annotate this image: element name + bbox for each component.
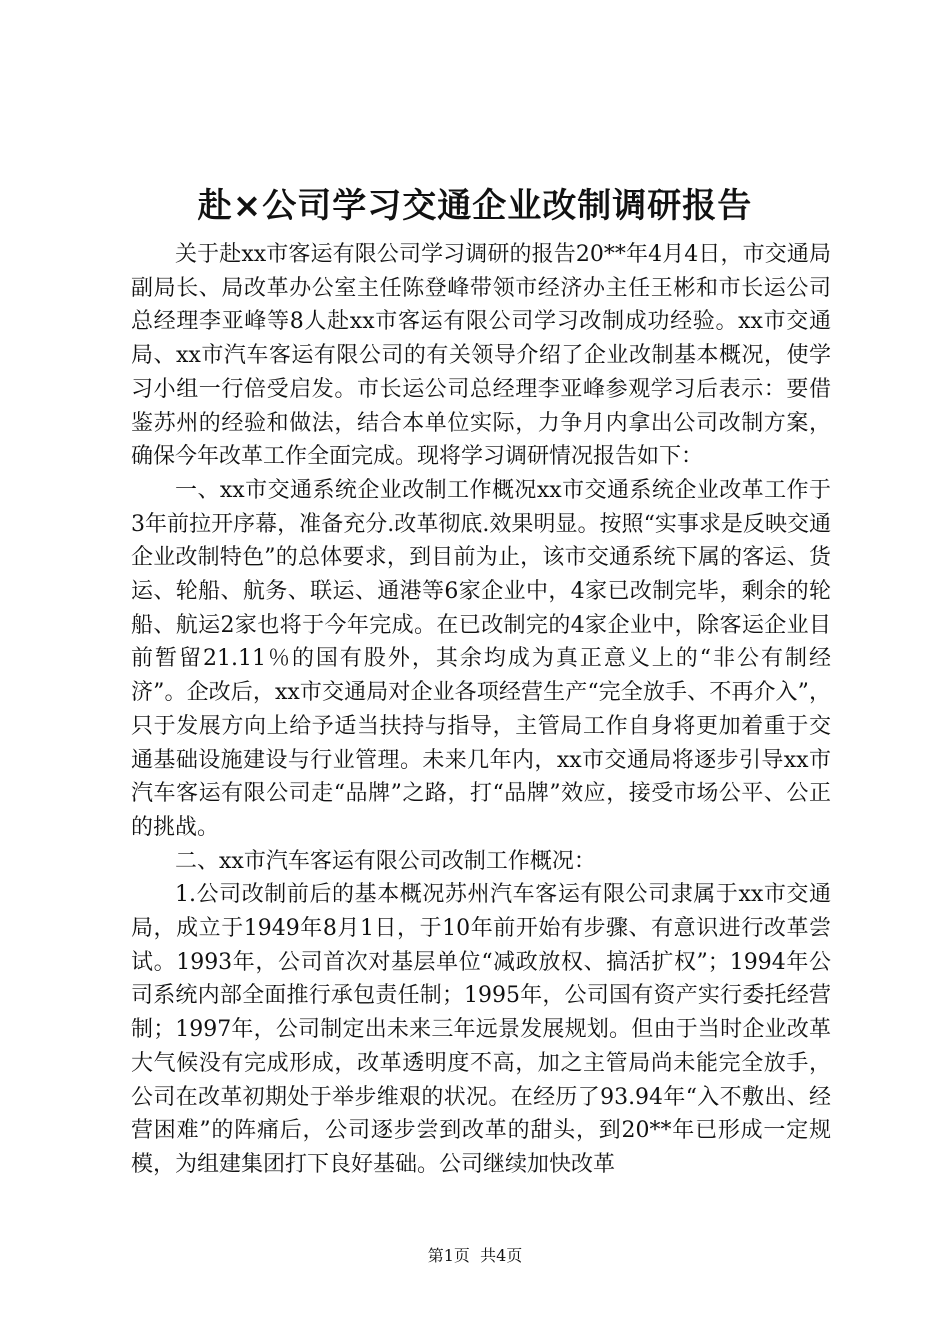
document-body: [131, 238, 831, 1182]
page-footer: [0, 1245, 950, 1267]
page-total: 共4页: [480, 1246, 523, 1265]
document-title: 赴×公司学习交通企业改制调研报告: [197, 186, 753, 226]
page-number: 第1页: [427, 1246, 470, 1265]
footer-separator: [470, 1246, 480, 1265]
paragraph-section-2-heading: 二、xx市汽车客运有限公司改制工作概况：: [175, 848, 596, 874]
paragraph-section-1: 一、xx市交通系统企业改制工作概况xx市交通系统企业改革工作于3年前拉开序幕，准备充分.改革彻底.效果明显。按照“实事求是反映交通企业改制特色”的总体要求，到目前为止，该市交通系统下属的客运、货运、轮船、航务、联运、通港等6家企业中，4家已改制完毕，剩余的轮船、航运2家也将于今年完成。在已改制完的4家企业中，除客运企业目前暂留21.11％的国有股外，其余均成为真正意义上的“非公有制经济”。企改后，xx市交通局对企业各项经营生产“完全放手、不再介入”，只于发展方向上给予适当扶持与指导，主管局工作自身将更加着重于交通基础设施建设与行业管理。未来几年内，xx市交通局将逐步引导xx市汽车客运有限公司走“品牌”之路，打“品牌”效应，接受市场公平、公正的挑战。: [131, 477, 831, 840]
paragraph-intro: 关于赴xx市客运有限公司学习调研的报告20**年4月4日，市交通局副局长、局改革办公室主任陈登峰带领市经济办主任王彬和市长运公司总经理李亚峰等8人赴xx市客运有限公司学习改制成功经验。xx市交通局、xx市汽车客运有限公司的有关领导介绍了企业改制基本概况，使学习小组一行倍受启发。市长运公司总经理李亚峰参观学习后表示：要借鉴苏州的经验和做法，结合本单位实际，力争月内拿出公司改制方案，确保今年改革工作全面完成。现将学习调研情况报告如下：: [131, 242, 831, 470]
paragraph-section-2-1: 1.公司改制前后的基本概况苏州汽车客运有限公司隶属于xx市交通局，成立于1949年8月1日，于10年前开始有步骤、有意识进行改革尝试。1993年，公司首次对基层单位“减政放权、搞活扩权”；1994年公司系统内部全面推行承包责任制；1995年，公司国有资产实行委托经营制；1997年，公司制定出未来三年远景发展规划。但由于当时企业改革大气候没有完成形成，改革透明度不高，加之主管局尚未能完全放手，公司在改革初期处于举步维艰的状况。在经历了93.94年“入不敷出、经营困难”的阵痛后，公司逐步尝到改革的甜头，到20**年已形成一定规模，为组建集团打下良好基础。公司继续加快改革: [131, 882, 831, 1177]
